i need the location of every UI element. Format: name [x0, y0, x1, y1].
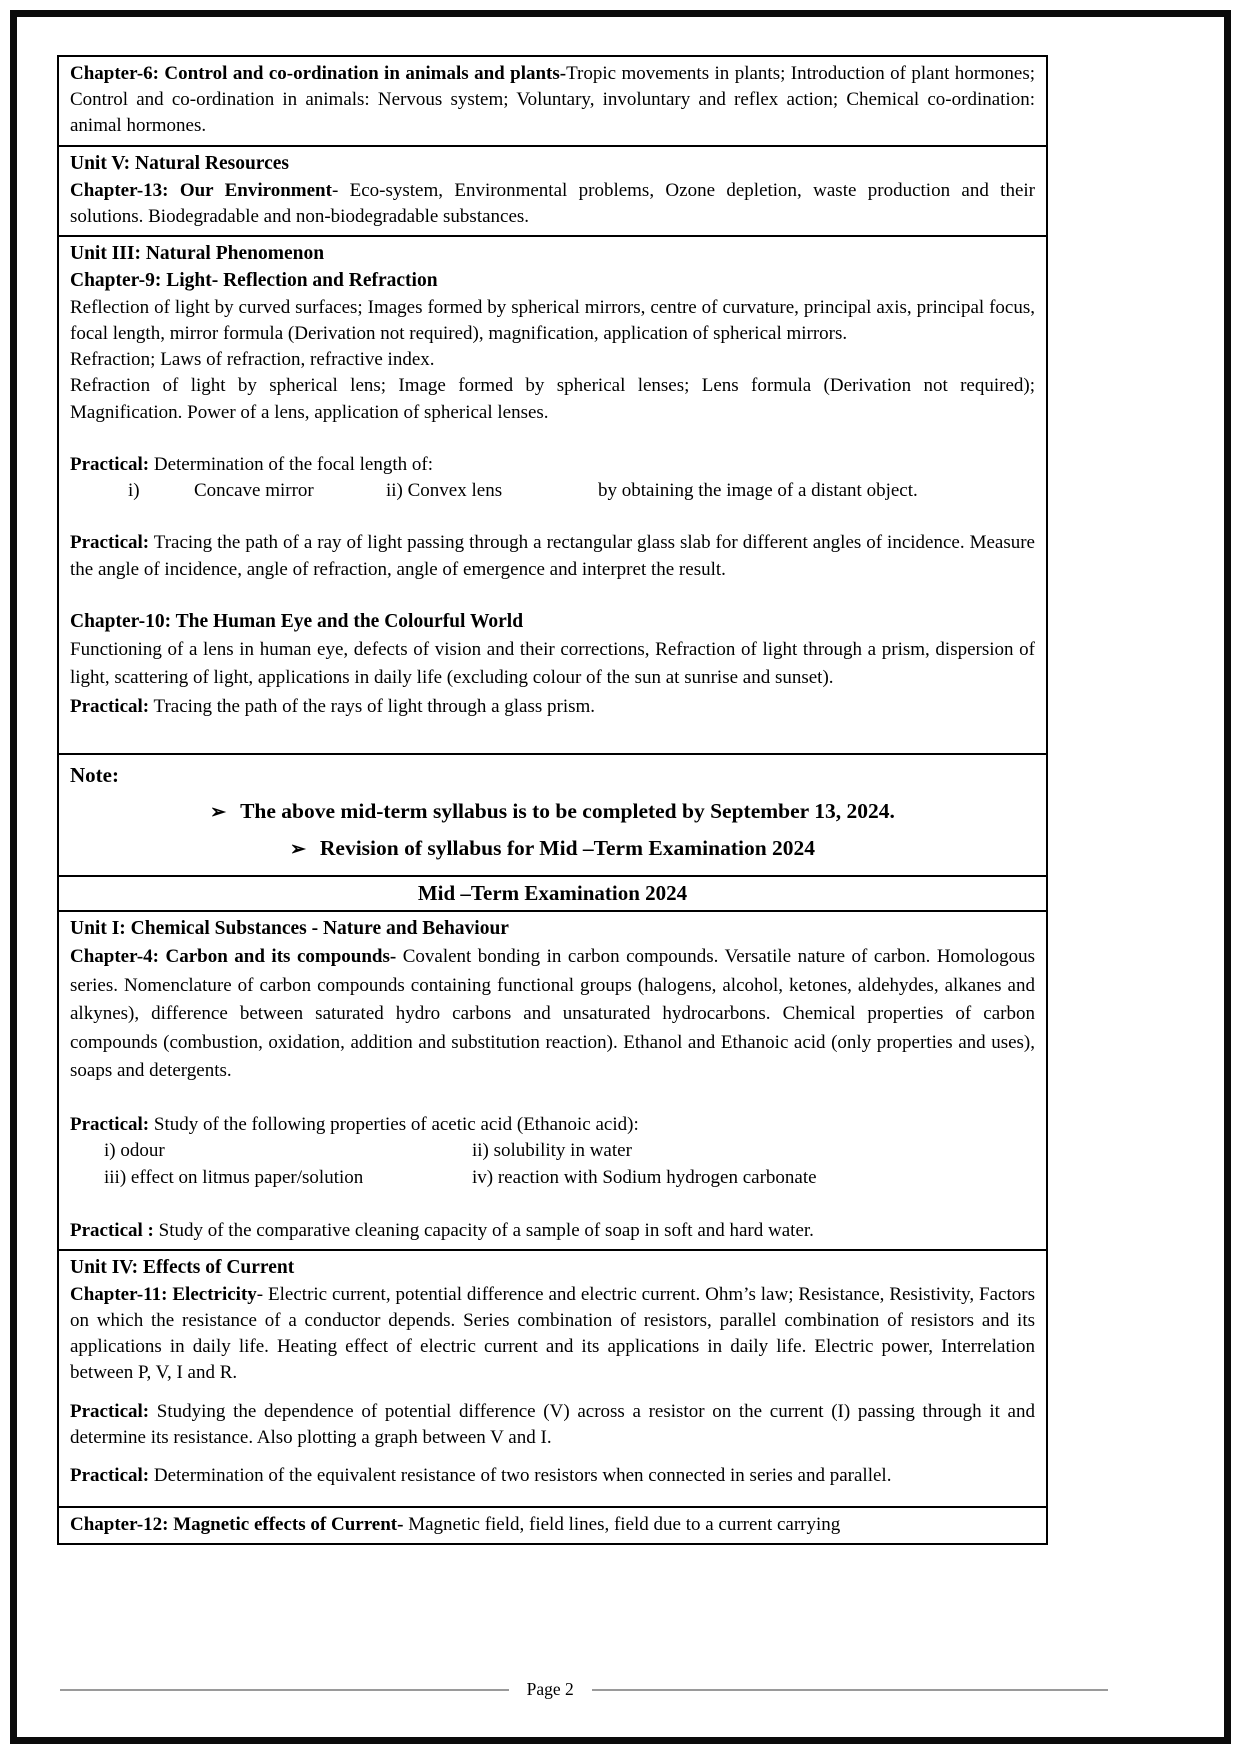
chapter-4-paragraph	[70, 943, 1035, 1086]
practical-label: Practical:	[70, 453, 150, 475]
page-footer	[60, 1679, 1108, 1700]
unit-3-title: Unit III: Natural Phenomenon	[70, 243, 325, 264]
practical-label: Practical :	[70, 1219, 154, 1241]
practical-equivalent-resistance-text: Determination of the equivalent resistance of two resistors when connected in series and parallel.	[149, 1464, 892, 1486]
practical-equivalent-resistance	[70, 1463, 1035, 1489]
practical-label: Practical:	[70, 695, 150, 717]
page-number: Page 2	[526, 1679, 574, 1699]
practical-resistor-graph	[70, 1399, 1035, 1451]
syllabus-table	[57, 55, 1048, 1545]
practical-label: Practical:	[70, 1113, 150, 1135]
chapter-9-paragraph-3: Refraction of light by spherical lens; Image formed by spherical lenses; Lens formula (Derivation not required); Magnification. Power of a lens, application of spherical lenses.	[70, 375, 1035, 423]
practical-resistor-graph-text: Studying the dependence of potential difference (V) across a resistor on the current (I) passing through it and determine its resistance. Also plotting a graph between V and I.	[70, 1400, 1035, 1448]
section-unit-3	[59, 235, 1046, 753]
practical-acetic-acid-text: Study of the following properties of acetic acid (Ethanoic acid):	[149, 1113, 639, 1135]
chapter-13-heading: Chapter-13: Our Environment	[70, 179, 332, 201]
acid-item-i: i) odour	[104, 1140, 165, 1162]
chapter-9-paragraph-2: Refraction; Laws of refraction, refractive index.	[70, 349, 435, 371]
note-line-1-text: The above mid-term syllabus is to be completed by September 13, 2024.	[240, 799, 895, 824]
footer-rule-right	[592, 1689, 1108, 1691]
chapter-12-heading: Chapter-12: Magnetic effects of Current-	[70, 1514, 404, 1536]
chapter-6-heading: Chapter-6: Control and co-ordination in animals and plants-	[70, 63, 567, 84]
section-chapter-12	[59, 1506, 1046, 1543]
acetic-acid-items	[70, 1138, 1035, 1191]
chapter-13-paragraph	[70, 178, 1035, 230]
section-unit-1	[59, 910, 1046, 1248]
chapter-11-paragraph	[70, 1282, 1035, 1387]
spacer	[70, 1451, 1035, 1463]
spacer	[70, 1086, 1035, 1112]
practical-acetic-acid	[70, 1112, 1035, 1138]
chapter-10-title: Chapter-10: The Human Eye and the Colourful World	[70, 610, 524, 632]
chapter-4-heading: Chapter-4: Carbon and its compounds-	[70, 946, 397, 968]
practical-label: Practical:	[70, 532, 150, 554]
chapter-13-body: - Eco-system, Environmental problems, Ozone depletion, waste production and their solutions. Biodegradable and non-biodegradable substances.	[70, 179, 1036, 227]
chapter-4-body: Covalent bonding in carbon compounds. Versatile nature of carbon. Homologous series. Nomenclature of carbon compounds containing functional groups (halogens, alcohol, ketones, aldehydes, alkanes and alkynes), difference between saturated hydro carbons and unsaturated hydrocarbons. Chemical properties of carbon compounds (combustion, oxidation, addition and substitution reaction). Ethanol and Ethanoic acid (only properties and uses), soaps and detergents.	[70, 946, 1036, 1082]
section-unit-5	[59, 145, 1046, 235]
practical-glass-slab-text: Tracing the path of a ray of light passing through a rectangular glass slab for different angles of incidence. Measure the angle of incidence, angle of refraction, angle of emergence and interpret the result.	[70, 532, 1035, 580]
unit-5-title: Unit V: Natural Resources	[70, 152, 290, 174]
chapter-10-paragraph: Functioning of a lens in human eye, defects of vision and their corrections, Refraction of light through a prism, dispersion of light, scattering of light, applications in daily life (excluding colour of the sun at sunrise and sunset).	[70, 638, 1035, 689]
note-line-1	[70, 797, 1035, 827]
item-ii-label: ii) Convex lens	[386, 480, 503, 502]
midterm-exam-header: Mid –Term Examination 2024	[59, 875, 1046, 910]
chapter-11-heading: Chapter-11: Electricity	[70, 1283, 257, 1305]
practical-label: Practical:	[70, 1400, 150, 1422]
acid-item-iv: iv) reaction with Sodium hydrogen carbonate	[472, 1167, 817, 1189]
note-title: Note:	[70, 763, 119, 788]
practical-glass-slab	[70, 530, 1035, 582]
practical-focal-length-text: Determination of the focal length of:	[149, 453, 433, 475]
spacer	[70, 1489, 1035, 1501]
chapter-9-paragraph-1: Reflection of light by curved surfaces; Images formed by spherical mirrors, centre of curvature, principal axis, principal focus, focal length, mirror formula (Derivation not required), magnification, application of spherical mirrors.	[70, 296, 1035, 345]
arrow-bullet-icon: ➢	[210, 802, 227, 824]
chapter-6-paragraph	[70, 61, 1035, 140]
practical-soap	[70, 1218, 1035, 1244]
chapter-12-paragraph	[70, 1512, 1035, 1538]
practical-focal-length	[70, 452, 1035, 478]
focal-length-items	[70, 478, 1035, 504]
note-line-2-text: Revision of syllabus for Mid –Term Examination 2024	[319, 835, 816, 860]
item-i-label: Concave mirror	[194, 480, 314, 502]
chapter-6-body: Tropic movements in plants; Introduction of plant hormones; Control and co-ordination in animals: Nervous system; Voluntary, involuntary and reflex action; Chemical co-ordination: animal hormones.	[70, 63, 1035, 137]
practical-soap-text: Study of the comparative cleaning capacity of a sample of soap in soft and hard water.	[153, 1219, 814, 1241]
unit-4-title: Unit IV: Effects of Current	[70, 1256, 295, 1278]
footer-rule-left	[60, 1689, 509, 1691]
unit-1-title: Unit I: Chemical Substances - Nature and Behaviour	[70, 918, 509, 940]
chapter-9-title: Chapter-9: Light- Reflection and Refraction	[70, 269, 438, 291]
note-line-2	[70, 834, 1035, 864]
practical-label: Practical:	[70, 1464, 150, 1486]
section-chapter-6	[59, 57, 1046, 145]
practical-prism	[70, 693, 1035, 722]
spacer	[70, 1192, 1035, 1218]
arrow-bullet-icon: ➢	[289, 838, 306, 860]
acid-item-iii: iii) effect on litmus paper/solution	[104, 1167, 364, 1189]
chapter-12-body: Magnetic field, field lines, field due to a current carrying	[403, 1514, 841, 1536]
spacer	[70, 504, 1035, 530]
spacer	[70, 426, 1035, 452]
spacer	[70, 583, 1035, 609]
section-unit-4	[59, 1249, 1046, 1506]
chapter-11-body: - Electric current, potential difference and electric current. Ohm’s law; Resistance, Resistivity, Factors on which the resistance of a conductor depends. Series combination of resistors, parallel combination of resistors and its applications in daily life. Heating effect of electric current and its applications in daily life. Electric power, Interrelation between P, V, I and R.	[70, 1283, 1035, 1384]
spacer	[70, 1387, 1035, 1399]
practical-prism-text: Tracing the path of the rays of light through a glass prism.	[149, 695, 596, 717]
item-i-num: i)	[128, 480, 140, 502]
items-tail: by obtaining the image of a distant object.	[598, 480, 918, 502]
section-note	[59, 753, 1046, 875]
acid-item-ii: ii) solubility in water	[472, 1140, 632, 1162]
